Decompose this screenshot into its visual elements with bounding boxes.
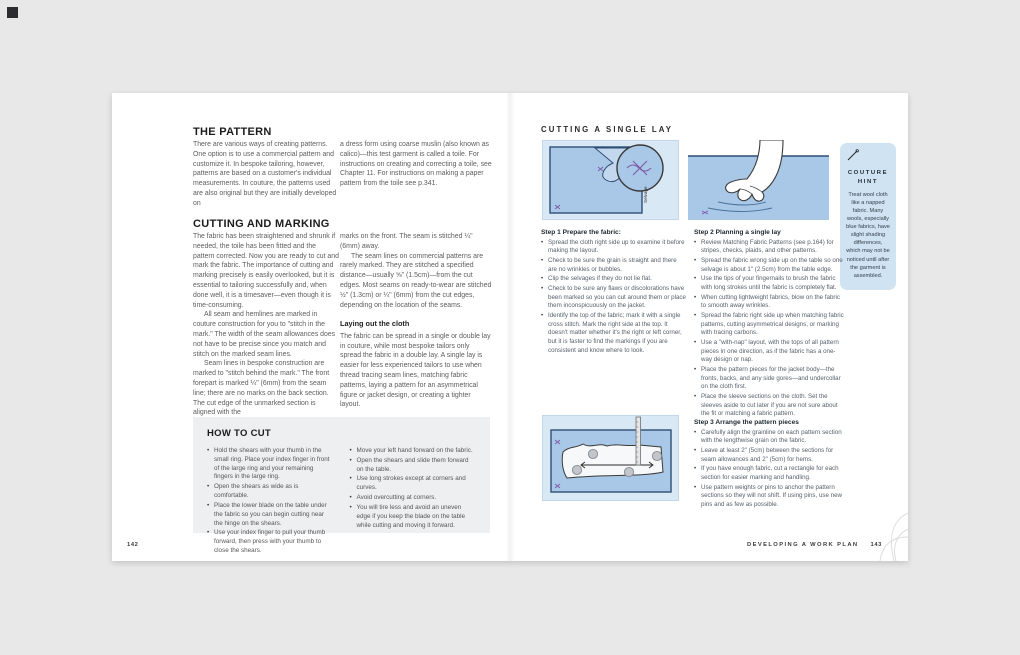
bullet-item: • Identify the top of the fabric; mark it with a single cross stitch. Mark the right side at the top. It doesn't matter whether it's the right or left corner, but it is faster to find the markings if you are consistent and know where to look.: [541, 312, 687, 355]
bullet-item: • Use pattern weights or pins to anchor the pattern sections so they will not shift. If using pins, use new pins and as few as possible.: [694, 484, 846, 510]
step1-heading: Step 1 Prepare the fabric:: [541, 229, 621, 236]
bullet-item: • Open the shears and slide them forward on the table.: [350, 457, 477, 475]
bullet-item: • Use the tips of your fingernails to brush the fabric with long strokes until the fabric is completely flat.: [694, 275, 844, 292]
bullet-item: • Use long strokes except at corners and curves.: [350, 475, 477, 493]
body-text: marks on the front. The seam is stitched ¼" (6mm) away.: [340, 233, 473, 250]
ruler: [636, 417, 641, 465]
bullet-item: • Clip the selvages if they do not lie flat.: [541, 275, 687, 284]
section-heading-cutting-single-lay: CUTTING A SINGLE LAY: [541, 125, 674, 134]
pattern-col1: [193, 140, 339, 209]
bullet-item: • Leave at least 2" (5cm) between the sections for seam allowances and 2" (5cm) for hems.: [694, 447, 846, 464]
bullet-item: • Review Matching Fabric Patterns (see p.164) for stripes, checks, plaids, and other patterns.: [694, 239, 844, 256]
bullet-item: • You will tire less and avoid an uneven edge if you keep the blade on the table while cutting and moving it forward.: [350, 504, 477, 530]
bullet-item: • Move your left hand forward on the fabric.: [350, 447, 477, 456]
bullet-item: • Use your index finger to pull your thumb forward, then press with your thumb to close the shears.: [207, 529, 334, 555]
step1-block: [541, 229, 687, 356]
how-to-cut-columns: [207, 447, 476, 557]
bullet-item: • Check to be sure the grain is straight and there are no wrinkles or bubbles.: [541, 257, 687, 274]
pattern-layout-illustration: [543, 416, 678, 500]
step3-heading: Step 3 Arrange the pattern pieces: [694, 419, 799, 426]
step3-block: [694, 419, 846, 511]
needle-icon: [846, 149, 860, 162]
selvage-label: Selvage: [643, 186, 648, 203]
pattern-col2: [340, 140, 492, 189]
section-heading-cutting-marking: CUTTING AND MARKING: [193, 218, 330, 230]
bullet-item: • Check to be sure any flaws or discolorations have been marked so you can cut around them or place them inconspicuously on the jacket.: [541, 285, 687, 311]
decorative-swirl: [844, 507, 908, 561]
bullet-item: • Spread the fabric right side up when matching fabric patterns, cutting asymmetrical designs, or marking with tracing carbons.: [694, 312, 844, 338]
bullet-item: • Use a "with-nap" layout, with the tops of all pattern pieces in one direction, as if the fabric has a one-way design or nap.: [694, 339, 844, 365]
bullet-item: • Spread the cloth right side up to examine it before making the layout.: [541, 239, 687, 256]
subheading-laying-out-cloth: Laying out the cloth: [340, 319, 410, 329]
hand-illustration: [688, 140, 829, 220]
page-number-left: 142: [127, 542, 139, 548]
chapter-footer-label: DEVELOPING A WORK PLAN: [746, 542, 859, 548]
bullet-item: • Hold the shears with your thumb in the small ring. Place your index finger in front of the large ring and your remaining fingers in the large ring.: [207, 447, 334, 482]
section-heading-pattern: THE PATTERN: [193, 126, 272, 138]
couture-hint-box: [840, 143, 896, 290]
book-spread: [112, 93, 908, 561]
couture-hint-body: Treat wool cloth like a napped fabric. Many wools, especially blue fabrics, have slight shading differences, which may not be noticed until after the garment is assembled.: [846, 191, 890, 279]
bullet-item: • If you have enough fabric, cut a rectangle for each section for easier marking and handling.: [694, 465, 846, 482]
illustration-prepare-fabric: [542, 140, 679, 220]
bullet-item: • Spread the fabric wrong side up on the table so one selvage is about 1" (2.5cm) from the table edge.: [694, 257, 844, 274]
step2-heading: Step 2 Planning a single lay: [694, 229, 781, 236]
step1-list: [541, 239, 687, 356]
body-text: Seam lines in bespoke construction are marked to "stitch behind the mark." The front forepart is marked ¼" (6mm) from the seam line; there are no marks on the back section. The cut edge of the unmarked section is aligned with the: [193, 360, 330, 417]
bullet-item: • Carefully align the grainline on each pattern section with the lengthwise grain on the fabric.: [694, 429, 846, 446]
fabric-fold-illustration: [543, 141, 678, 219]
bullet-item: • When cutting lightweight fabrics, blow on the fabric to smooth away wrinkles.: [694, 294, 844, 311]
illustration-smooth-fabric: [688, 140, 829, 220]
page-number-right: 143: [870, 542, 882, 548]
how-to-cut-right-list: [350, 447, 477, 557]
cutting-marking-col1: [193, 232, 339, 418]
right-page: [510, 93, 908, 561]
body-text: The fabric has been straightened and shrunk if needed, the toile has been fitted and the pattern corrected. Now you are ready to cut and mark the fabric. The importance of cutting and marking precisely is easily overlooked, but it is essential to tailoring successfully and, when done well, it is a timesaver—even though it is time-consuming.: [193, 233, 339, 309]
cutting-marking-col2: [340, 232, 492, 410]
left-page: [112, 93, 510, 561]
step3-list: [694, 429, 846, 510]
body-text: a dress form using coarse muslin (also known as calico)—this test garment is called a toile. For instructions on creating and correcting a toile, see Chapter 11. For instructions on making a paper pattern from the toile see p.341.: [340, 141, 492, 188]
step2-block: [694, 229, 844, 420]
bullet-item: • Place the sleeve sections on the cloth. Set the sleeves aside to cut later if you are not sure about the fit or matching a fabric pattern.: [694, 393, 844, 419]
book-spine: [506, 93, 514, 561]
illustration-arrange-pattern: [542, 415, 679, 501]
step2-list: [694, 239, 844, 419]
bullet-item: • Place the pattern pieces for the jacket body—the fronts, backs, and any side gores—and undercollar on the cloth first.: [694, 366, 844, 392]
how-to-cut-box: [193, 417, 490, 554]
body-text: All seam and hemlines are marked in couture construction for you to "stitch in the mark." The width of the seam allowances does not have to be precise since you match and stitch on the marked seam lines.: [193, 311, 336, 358]
dark-corner-square: [7, 7, 18, 18]
bullet-item: • Place the lower blade on the table under the fabric so you can begin cutting near the hinge on the shears.: [207, 502, 334, 528]
bullet-item: • Avoid overcutting at corners.: [350, 494, 477, 503]
body-text: There are various ways of creating patterns. One option is to use a commercial pattern and customize it. In bespoke tailoring, however, patterns are based on a customer's individual measurements. In couture, the patterns used are also original but they are initially developed on: [193, 141, 337, 207]
body-text: The fabric can be spread in a single or double lay in couture, while most bespoke tailors only spread the fabric in a double lay. A single lay is easier for less experienced tailors to use when thread tracing seam lines, matching fabric patterns, laying a pattern for an asymmetrical figure or jacket design, or creating a tighter layout.: [340, 332, 491, 409]
how-to-cut-heading: HOW TO CUT: [207, 428, 272, 439]
couture-hint-heading: COUTURE HINT: [847, 170, 889, 185]
how-to-cut-left-list: [207, 447, 334, 557]
bullet-item: • Open the shears as wide as is comfortable.: [207, 483, 334, 501]
body-text: The seam lines on commercial patterns are rarely marked. They are stitched a specified distance—usually ⅝" (1.5cm)—from the cut edges. Most seams on ready-to-wear are stitched ½" (1.3cm) or ¼" (6mm) from the cut edges, depending on the location of the seams.: [340, 252, 492, 309]
